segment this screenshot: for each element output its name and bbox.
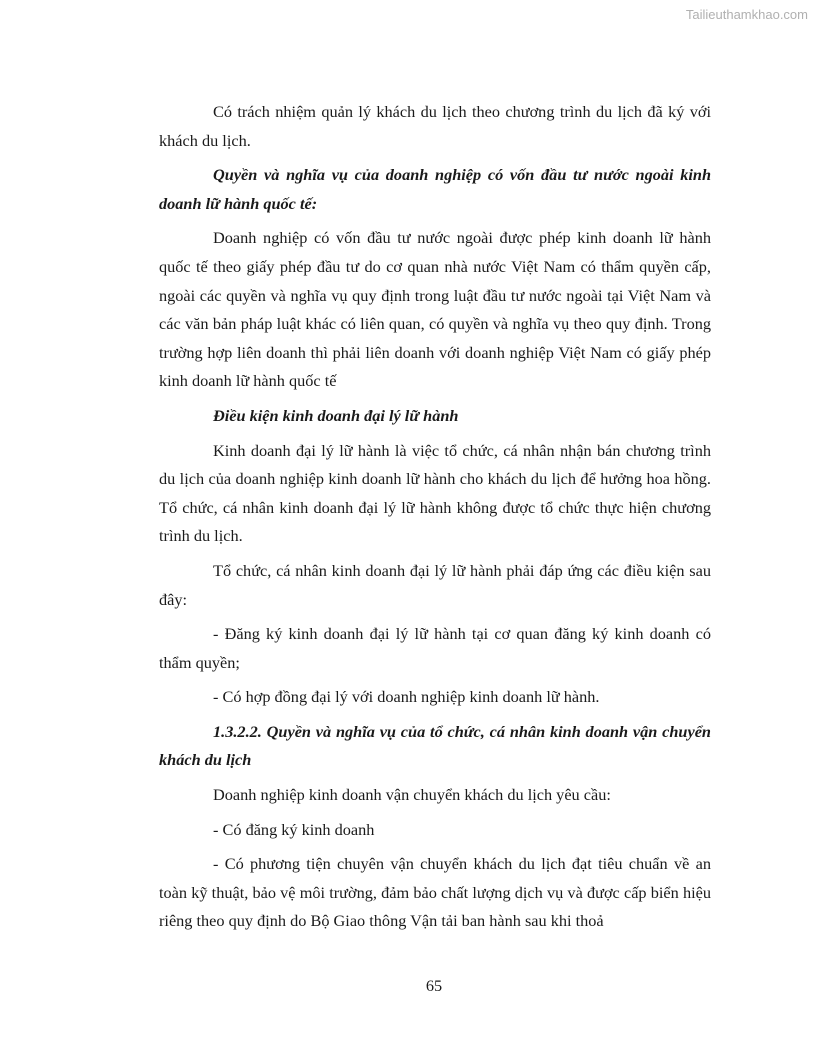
section-heading: 1.3.2.2. Quyền và nghĩa vụ của tổ chức, cá nhân kinh doanh vận chuyển khách du lịch [159,721,711,770]
list-item: - Có phương tiện chuyên vận chuyển khách du lịch đạt tiêu chuẩn về an toàn kỹ thuật, bảo vệ môi trường, đảm bảo chất lượng dịch vụ và được cấp biển hiệu riêng theo quy định do Bộ Giao thông Vận tải ban hành sau khi thoả [159,854,711,931]
paragraph: Kinh doanh đại lý lữ hành là việc tổ chức, cá nhân nhận bán chương trình du lịch của doanh nghiệp kinh doanh lữ hành cho khách du lịch để hưởng hoa hồng. Tổ chức, cá nhân kinh doanh đại lý lữ hành không được tổ chức thực hiện chương trình du lịch. [159,440,711,546]
section-heading: Điều kiện kinh doanh đại lý lữ hành [213,405,459,425]
list-item: - Có hợp đồng đại lý với doanh nghiệp kinh doanh lữ hành. [213,687,600,707]
list-item: - Đăng ký kinh doanh đại lý lữ hành tại cơ quan đăng ký kinh doanh có thẩm quyền; [159,624,711,672]
section-heading: Quyền và nghĩa vụ của doanh nghiệp có vốn đầu tư nước ngoài kinh doanh lữ hành quốc tế: [159,165,711,213]
paragraph: Doanh nghiệp kinh doanh vận chuyển khách du lịch yêu cầu: [213,785,611,805]
watermark: Tailieuthamkhao.com [685,7,808,22]
page-number: 65 [425,976,443,995]
paragraph: Tổ chức, cá nhân kinh doanh đại lý lữ hành phải đáp ứng các điều kiện sau đây: [159,560,711,609]
paragraph: Có trách nhiệm quản lý khách du lịch theo chương trình du lịch đã ký với khách du lịch. [159,102,711,150]
paragraph: Doanh nghiệp có vốn đầu tư nước ngoài được phép kinh doanh lữ hành quốc tế theo giấy phép đầu tư do cơ quan nhà nước Việt Nam có thẩm quyền cấp, ngoài các quyền và nghĩa vụ quy định trong luật đầu tư nước ngoài tại Việt Nam và các văn bản pháp luật khác có liên quan, có quyền và nghĩa vụ theo quy định. Trong trường hợp liên doanh thì phải liên doanh với doanh nghiệp Việt Nam có giấy phép kinh doanh lữ hành quốc tế [159,228,711,391]
document-body [159,98,711,942]
list-item: - Có đăng ký kinh doanh [213,819,375,839]
